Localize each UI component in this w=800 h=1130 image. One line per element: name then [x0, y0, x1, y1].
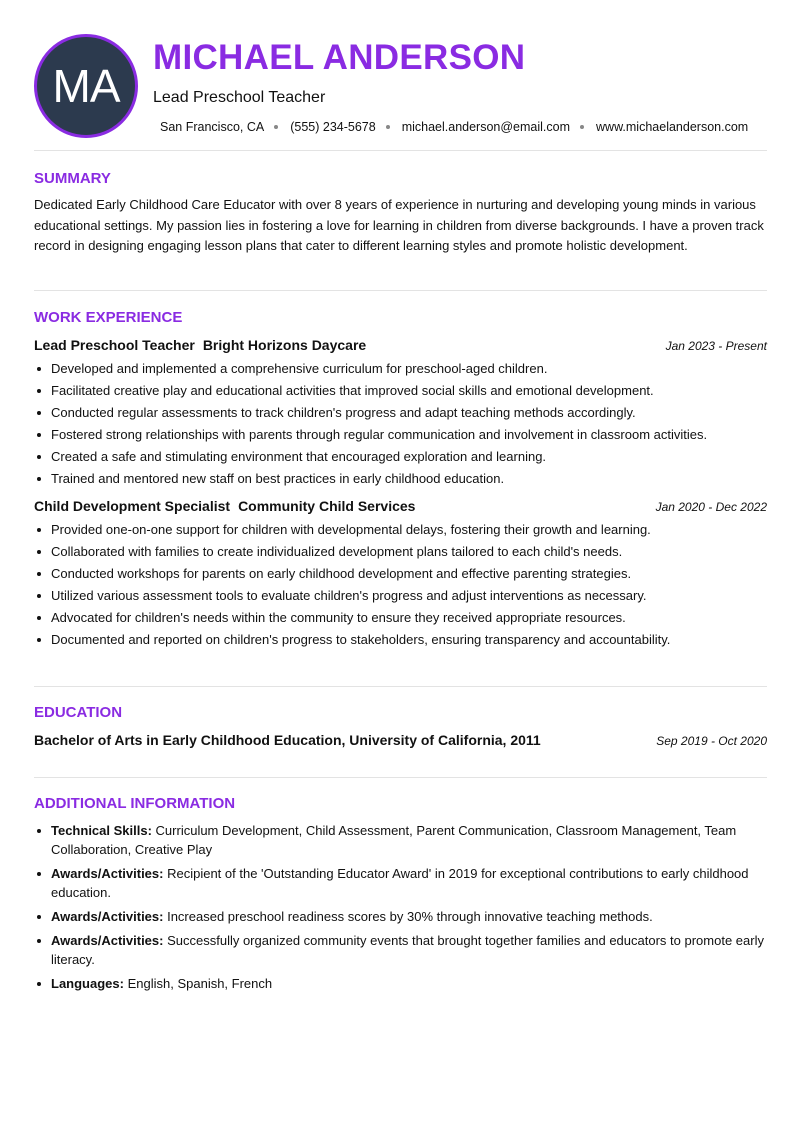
- section-heading: WORK EXPERIENCE: [34, 309, 183, 326]
- job-title-company: [34, 498, 415, 514]
- item-text: Increased preschool readiness scores by 30% through innovative teaching methods.: [167, 909, 653, 924]
- section-heading: ADDITIONAL INFORMATION: [34, 795, 236, 812]
- divider: [34, 686, 767, 687]
- job-role: Child Development Specialist: [34, 498, 231, 514]
- website-link[interactable]: www.michaelanderson.com: [596, 120, 749, 134]
- email-link[interactable]: michael.anderson@email.com: [401, 120, 571, 134]
- phone: (555) 234-5678: [290, 120, 376, 134]
- avatar: MA: [34, 34, 138, 138]
- summary-section: [34, 170, 767, 257]
- job-bullets: [34, 358, 767, 490]
- separator-dot: [274, 125, 278, 129]
- bullet-item: Documented and reported on children's progress to stakeholders, ensuring transparency and accountability.: [34, 629, 767, 651]
- contact-info: [160, 120, 748, 134]
- job-title-company: [34, 337, 366, 353]
- bullet-item: Conducted workshops for parents on early childhood development and effective parenting strategies.: [34, 563, 767, 585]
- divider: [34, 150, 767, 151]
- item-text: English, Spanish, French: [127, 976, 273, 991]
- work-experience-section: [34, 309, 767, 651]
- item-text: Curriculum Development, Child Assessment, Parent Communication, Classroom Management, Team Collaboration, Creative Play: [51, 823, 737, 857]
- bullet-item: Facilitated creative play and educational activities that improved social skills and emotional development.: [34, 380, 767, 402]
- divider: [34, 290, 767, 291]
- section-heading: EDUCATION: [34, 704, 123, 721]
- education-entry: [34, 732, 767, 748]
- bullet-item: Collaborated with families to create individualized development plans tailored to each child's needs.: [34, 541, 767, 563]
- bullet-item: Utilized various assessment tools to evaluate children's progress and adjust interventions as necessary.: [34, 585, 767, 607]
- education-date: Sep 2019 - Oct 2020: [656, 734, 767, 748]
- bullet-item: Created a safe and stimulating environment that encouraged exploration and learning.: [34, 446, 767, 468]
- item-label: Awards/Activities:: [51, 909, 164, 924]
- separator-dot: [580, 125, 584, 129]
- bullet-item: Trained and mentored new staff on best practices in early childhood education.: [34, 468, 767, 490]
- additional-item: [34, 864, 767, 902]
- job-title: Lead Preschool Teacher: [153, 89, 326, 106]
- item-text: Successfully organized community events that brought together families and educators to promote early literacy.: [51, 933, 764, 967]
- job-header: [34, 337, 767, 353]
- item-label: Awards/Activities:: [51, 866, 164, 881]
- item-label: Technical Skills:: [51, 823, 152, 838]
- job-date: Jan 2023 - Present: [665, 339, 767, 353]
- summary-text: Dedicated Early Childhood Care Educator with over 8 years of experience in nurturing and developing young minds in various educational settings. My passion lies in fostering a love for learning in children from diverse backgrounds. I have a proven track record in designing engaging lesson plans that cater to different learning styles and promote holistic development.: [34, 197, 764, 253]
- additional-item: [34, 821, 767, 859]
- bullet-item: Provided one-on-one support for children with developmental delays, fostering their growth and learning.: [34, 519, 767, 541]
- candidate-name: MICHAEL ANDERSON: [153, 38, 526, 77]
- additional-info-section: [34, 795, 767, 998]
- item-label: Awards/Activities:: [51, 933, 164, 948]
- education-section: [34, 704, 767, 753]
- company-name: Community Child Services: [238, 498, 416, 514]
- additional-list: [34, 821, 767, 993]
- bullet-item: Advocated for children's needs within the community to ensure they received appropriate resources.: [34, 607, 767, 629]
- company-name: Bright Horizons Daycare: [202, 337, 367, 353]
- additional-item: [34, 907, 767, 926]
- location: San Francisco, CA: [160, 120, 265, 134]
- job-bullets: [34, 519, 767, 651]
- job-role: Lead Preschool Teacher: [34, 337, 195, 353]
- degree: Bachelor of Arts in Early Childhood Education, University of California, 2011: [34, 732, 541, 748]
- additional-item: [34, 931, 767, 969]
- bullet-item: Fostered strong relationships with parents through regular communication and involvement in classroom activities.: [34, 424, 767, 446]
- divider: [34, 777, 767, 778]
- separator-dot: [386, 125, 390, 129]
- section-heading: SUMMARY: [34, 170, 111, 187]
- job-date: Jan 2020 - Dec 2022: [655, 500, 767, 514]
- bullet-item: Developed and implemented a comprehensive curriculum for preschool-aged children.: [34, 358, 767, 380]
- job-header: [34, 498, 767, 514]
- item-text: Recipient of the 'Outstanding Educator Award' in 2019 for exceptional contributions to early childhood education.: [51, 866, 749, 900]
- bullet-item: Conducted regular assessments to track children's progress and adapt teaching methods accordingly.: [34, 402, 767, 424]
- additional-item: [34, 974, 767, 993]
- item-label: Languages:: [51, 976, 124, 991]
